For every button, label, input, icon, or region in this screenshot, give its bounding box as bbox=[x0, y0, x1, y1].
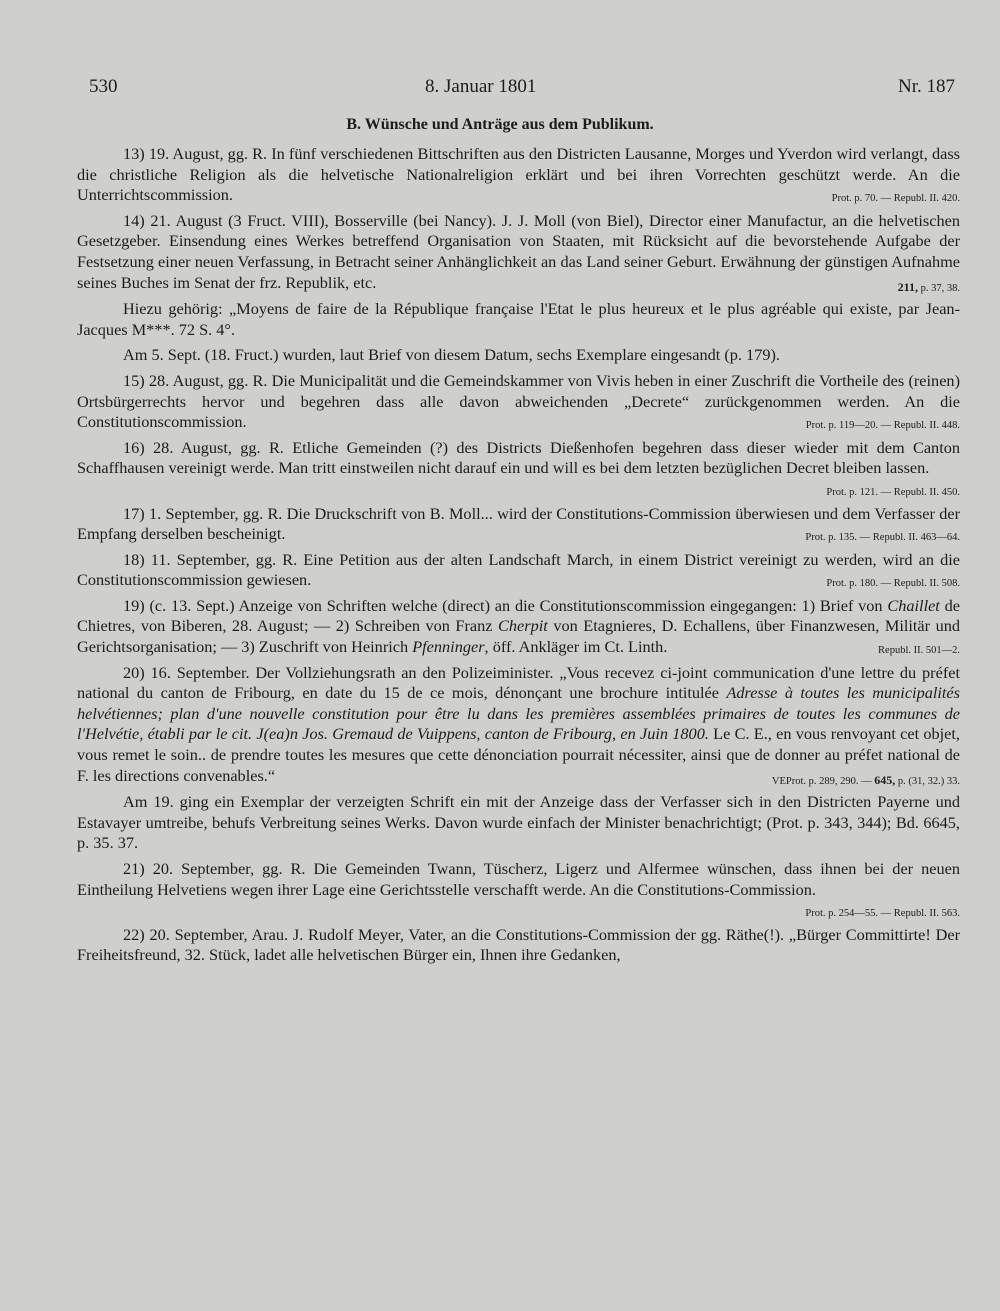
entry-14: 14) 21. August (3 Fruct. VIII), Bosserville (bei Nancy). J. J. Moll (von Biel), Director einer Manufactur, an die helvetischen Gesetzgeber. Einsendung eines Werkes betreffend Organisation von Staaten, mit Rücksicht auf die bevorstehende Aufgabe der Festsetzung einer neuen Verfassung, in Betracht seiner Anhänglichkeit an das Land seiner Geburt. Erwähnung der günstigen Aufnahme seines Buches im Senat der frz. Republik, etc. 211, p. 37, 38. bbox=[77, 211, 960, 293]
document-number: Nr. 187 bbox=[898, 76, 955, 97]
entry-reference: VEProt. p. 289, 290. — 645, p. (31, 32.) 33. bbox=[771, 772, 960, 787]
entry-20-note: Am 19. ging ein Exemplar der verzeigten Schrift ein mit der Anzeige dass der Verfasser sich in den Districten Payerne und Estavayer umtreibe, behufs Verbreitung seines Werks. Davon wurde einfach der Minister benachrichtigt; (Prot. p. 343, 344); Bd. 6645, p. 35. 37. bbox=[77, 792, 960, 853]
entry-reference: Prot. p. 135. — Republ. II. 463—64. bbox=[805, 532, 960, 544]
entry-20: 20) 16. September. Der Vollziehungsrath an den Polizeiminister. „Vous recevez ci-joint communication d'une lettre du préfet national du canton de Fribourg, en date du 15 de ce mois, dénonçant une brochure intitulée Adresse à toutes les municipalités helvétiennes; plan d'une nouvelle constitution pour être lu dans les premières assemblées primaires de toutes les communes de l'Helvétie, établi par le cit. J(ea)n Jos. Gremaud de Vuippens, canton de Fribourg, en Juin 1800. Le C. E., en vous renvoyant cet objet, vous remet le soin.. de prendre toutes les mesures que cette dénonciation pourrait nécessiter, ainsi que de donner au préfet national de F. les directions convenables.“ VEProt. p. 289, 290. — 645, p. (31, 32.) 33. bbox=[77, 663, 960, 787]
entry-15: 15) 28. August, gg. R. Die Municipalität und die Gemeindskammer von Vivis heben in einer Zuschrift die Vortheile des (reinen) Ortsbürgerrechts hervor und begehren dass alle davon abweichenden „Decrete“ zurückgenommen werden. An die Constitutionscommission. Prot. p. 119—20. — Republ. II. 448. bbox=[77, 371, 960, 433]
entry-19: 19) (c. 13. Sept.) Anzeige von Schriften welche (direct) an die Constitutionscommission eingegangen: 1) Brief von Chaillet de Chietres, von Biberen, 28. August; — 2) Schreiben von Franz Cherpit von Etagnieres, D. Echallens, über Finanzwesen, Militär und Gerichtsorganisation; — 3) Zuschrift von Heinrich Pfenninger, öff. Ankläger im Ct. Linth. Republ. II. 501—2. bbox=[77, 596, 960, 658]
entry-reference: Prot. p. 70. — Republ. II. 420. bbox=[831, 193, 960, 205]
entry-reference: Prot. p. 180. — Republ. II. 508. bbox=[826, 578, 960, 590]
entry-21: 21) 20. September, gg. R. Die Gemeinden Twann, Tüscherz, Ligerz und Alfermee wünschen, dass ihnen bei der neuen Eintheilung Helvetiens wegen ihrer Lage eine Gerichtsstelle verschafft werde. An die Constitutions-Commission. Prot. p. 254—55. — Republ. II. 563. bbox=[77, 859, 960, 900]
page-number: 530 bbox=[89, 76, 118, 97]
entry-reference: Prot. p. 254—55. — Republ. II. 563. bbox=[805, 908, 960, 920]
entry-reference: Prot. p. 121. — Republ. II. 450. bbox=[826, 486, 960, 498]
entry-14-note-1: Hiezu gehörig: „Moyens de faire de la République française l'Etat le plus heureux et le plus agréable qui existe, par Jean-Jacques M***. 72 S. 4°. bbox=[77, 299, 960, 339]
entry-16: 16) 28. August, gg. R. Etliche Gemeinden (?) des Districts Dießenhofen begehren dass dieser wieder mit dem Canton Schaffhausen vereinigt werde. Man tritt einstweilen nicht darauf ein und will es bei dem letzten bezüglichen Decret bleiben lassen. Prot. p. 121. — Republ. II. 450. bbox=[77, 438, 960, 479]
entry-18: 18) 11. September, gg. R. Eine Petition aus der alten Landschaft March, in einem District vereinigt zu werden, wird an die Constitutionscommission gewiesen. Prot. p. 180. — Republ. II. 508. bbox=[77, 550, 960, 591]
entry-reference: 211, p. 37, 38. bbox=[897, 279, 960, 294]
entry-17: 17) 1. September, gg. R. Die Druckschrift von B. Moll... wird der Constitutions-Commission überwiesen und dem Verfasser der Empfang derselben bescheinigt. Prot. p. 135. — Republ. II. 463—64. bbox=[77, 504, 960, 545]
body-text bbox=[77, 144, 960, 971]
entry-13: 13) 19. August, gg. R. In fünf verschiedenen Bittschriften aus den Districten Lausanne, Morges und Yverdon wird verlangt, dass die christliche Religion als die helvetische Nationalreligion erklärt und bei ihren Vorrechten geschützt werde. An die Unterrichtscommission. Prot. p. 70. — Republ. II. 420. bbox=[77, 144, 960, 206]
entry-reference: Prot. p. 119—20. — Republ. II. 448. bbox=[805, 420, 960, 432]
page-date: 8. Januar 1801 bbox=[425, 76, 537, 97]
entry-22: 22) 20. September, Arau. J. Rudolf Meyer, Vater, an die Constitutions-Commission der gg. Räthe(!). „Bürger Committirte! Der Freiheitsfreund, 32. Stück, ladet alle helvetischen Bürger ein, Ihnen ihre Gedanken, bbox=[77, 924, 960, 965]
section-title: B. Wünsche und Anträge aus dem Publikum. bbox=[346, 116, 654, 133]
entry-14-note-2: Am 5. Sept. (18. Fruct.) wurden, laut Brief von diesem Datum, sechs Exemplare eingesandt (p. 179). bbox=[123, 345, 780, 365]
entry-reference: Republ. II. 501—2. bbox=[878, 645, 960, 657]
page-header bbox=[0, 76, 1000, 106]
